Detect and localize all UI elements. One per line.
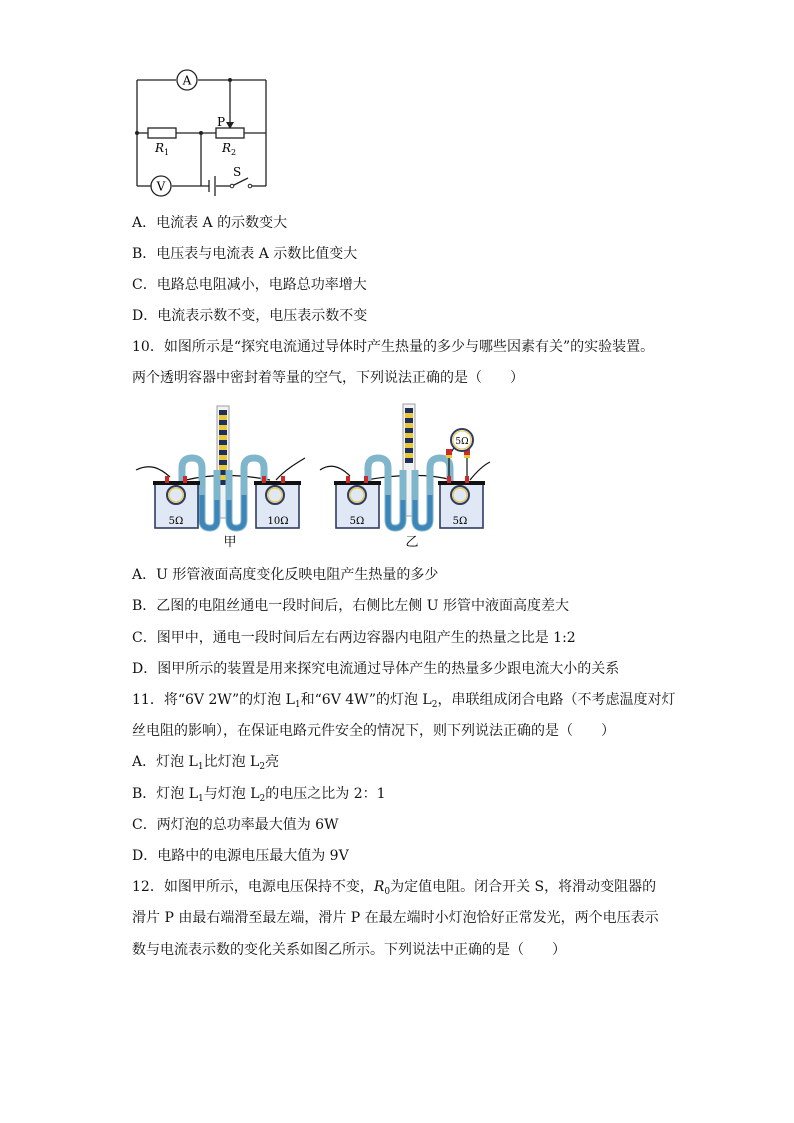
- q11-option-b: B．灯泡 $L_1$与灯泡 $L_2$的电压之比为 2：1: [132, 786, 386, 804]
- q12-stem-line3: 数与电流表示数的变化关系如图乙所示。下列说法中正确的是（ ）: [132, 942, 566, 958]
- q9-option-c: C．电路总电阻减小，电路总功率增大: [132, 277, 367, 293]
- q10-option-a: A．U 形管液面高度变化反映电阻产生热量的多少: [132, 567, 439, 583]
- r1-label: $R_1$: [155, 141, 170, 157]
- q9-option-d: D．电流表示数不变，电压表示数不变: [132, 308, 368, 324]
- q9-option-b: B．电压表与电流表 A 示数比值变大: [132, 246, 358, 262]
- q11-option-c: C．两灯泡的总功率最大值为 6W: [132, 817, 339, 833]
- circuit-diagram: [130, 68, 290, 203]
- jia-label: 甲: [223, 535, 237, 550]
- r2-label: $R_2$: [222, 141, 237, 157]
- ammeter-label: A: [182, 73, 192, 88]
- yi-label: 乙: [405, 535, 419, 550]
- q11-stem-line2: 丝电阻的影响），在保证电路元件安全的情况下，则下列说法正确的是（ ）: [132, 723, 615, 739]
- yi-parallel-resistance: 5Ω: [455, 437, 469, 447]
- yi-left-resistance: 5Ω: [349, 516, 365, 527]
- q11-option-d: D．电路中的电源电压最大值为 9V: [132, 848, 349, 864]
- switch-label: S: [233, 165, 242, 179]
- joule-heating-apparatus: [132, 402, 502, 552]
- q12-stem-line2: 滑片 P 由最右端滑至最左端，滑片 P 在最左端时小灯泡恰好正常发光，两个电压表示: [132, 910, 659, 926]
- q9-option-a: A．电流表 A 的示数变大: [132, 215, 288, 231]
- q11-option-a: A．灯泡 $L_1$比灯泡 $L_2$亮: [132, 754, 280, 772]
- voltmeter-label: V: [156, 179, 166, 194]
- q10-option-d: D．图甲所示的装置是用来探究电流通过导体产生的热量多少跟电流大小的关系: [132, 661, 620, 677]
- jia-left-resistance: 5Ω: [168, 516, 184, 527]
- q10-stem-line2: 两个透明容器中密封着等量的空气，下列说法正确的是（ ）: [132, 370, 524, 386]
- jia-right-resistance: 10Ω: [267, 516, 289, 527]
- q10-stem-line1: 10．如图所示是“探究电流通过导体时产生热量的多少与哪些因素有关”的实验装置。: [132, 339, 655, 355]
- q10-option-b: B．乙图的电阻丝通电一段时间后，右侧比左侧 U 形管中液面高度差大: [132, 598, 569, 614]
- q12-stem-line1: 12．如图甲所示，电源电压保持不变，$R_0$为定值电阻。闭合开关 S，将滑动变阻器的: [132, 879, 657, 897]
- yi-right-resistance: 5Ω: [452, 516, 468, 527]
- q11-stem-line1: 11．将“6V 2W”的灯泡 $L_1$和“6V 4W”的灯泡 $L_2$，串联组成闭合电路（不考虑温度对灯: [132, 692, 676, 710]
- q10-option-c: C．图甲中，通电一段时间后左右两边容器内电阻产生的热量之比是 1:2: [132, 630, 576, 646]
- slider-label: P: [217, 115, 226, 129]
